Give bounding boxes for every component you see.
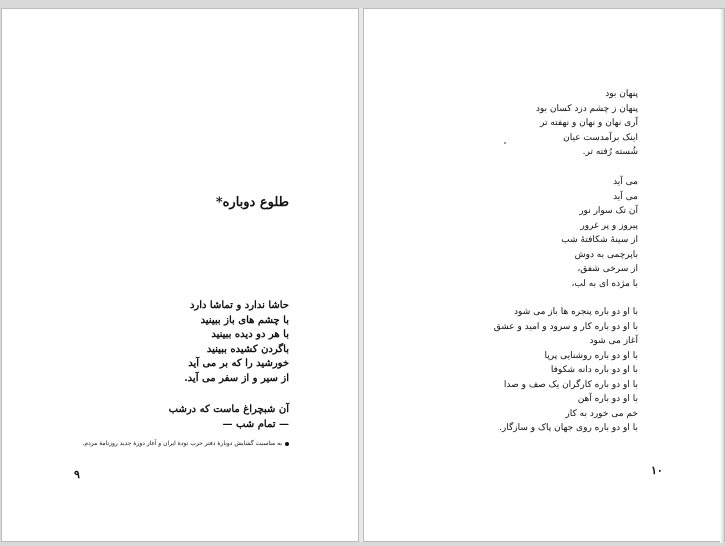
poem-line: می آید (613, 191, 638, 202)
poem-line: آن تک سوار نور (579, 206, 638, 216)
poem-line: — تمام شب — (222, 418, 289, 430)
poem-line: آغاز می شود (589, 336, 638, 346)
poem-line: باگردن کشیده ببینید (206, 343, 289, 355)
footnote-bullet-icon (285, 442, 289, 446)
footnote-text: به مناسبت گشایش دوبارهٔ دفتر حزب تودهٔ ایران و آغاز دورهٔ جدید روزنامهٔ مردم. (82, 440, 282, 447)
poem-line: خم می خورد به کار (565, 408, 638, 419)
page-number-right: ۱۰ (651, 464, 663, 477)
left-page (1, 8, 359, 542)
poem-line: از سیر و از سفر می آید. (184, 372, 289, 384)
poem-line: خورشید را که بر می آید (188, 358, 289, 369)
poem-line: شُسته رُفته تر. (582, 147, 638, 157)
poem-line: آن شبچراغ ماست که درشب (168, 404, 289, 415)
poem-line: با او دو باره کار و سرود و امید و عشق (493, 321, 638, 332)
poem-line: پیروز و پر غرور (580, 220, 638, 231)
poem-line: با او دو باره روی جهان پاک و سازگار. (499, 423, 638, 433)
poem-line: آری نهان و نهان و نهفته تر (540, 118, 638, 128)
right-stanza-2 (561, 175, 638, 291)
left-stanza-b (169, 403, 289, 432)
right-page (363, 8, 725, 542)
right-stanza-1 (536, 87, 638, 160)
page-edge-shadow (720, 9, 724, 543)
poem-line: با او دو باره کارگران یک صف و صدا (503, 379, 638, 390)
poem-line: با او دو باره دانه شکوفا (550, 365, 638, 375)
poem-line: با مژده ای به لب، (571, 278, 638, 289)
poem-line: با او دو باره آهن (577, 394, 638, 404)
right-stanza-3 (494, 305, 638, 436)
left-stanza-a (184, 299, 289, 386)
poem-line: باپرچمی به دوش (574, 249, 638, 260)
poem-line: پنهان بود (605, 89, 638, 99)
print-speck (504, 142, 506, 144)
poem-line: با چشم های باز ببینید (200, 314, 289, 326)
poem-line: با هر دو دیده ببینید (211, 329, 289, 340)
poem-line: اینک برآمدست عیان (563, 132, 638, 143)
poem-line: از سینهٔ شکافتهٔ شب (561, 235, 638, 245)
poem-title: طلوع دوباره* (215, 195, 289, 210)
poem-line: حاشا ندارد و تماشا دارد (189, 300, 289, 311)
poem-line: با او دو باره پنجره ها باز می شود (514, 307, 638, 317)
poem-line: می آید (613, 177, 638, 187)
poem-line: پنهان ز چشم دزد کسان بود (535, 103, 638, 114)
poem-line: با او دو باره روشنایی پرپا (544, 350, 638, 361)
page-number-left: ۹ (74, 468, 80, 481)
footnote (82, 439, 289, 448)
poem-line: از سرخی شفق، (577, 264, 638, 274)
